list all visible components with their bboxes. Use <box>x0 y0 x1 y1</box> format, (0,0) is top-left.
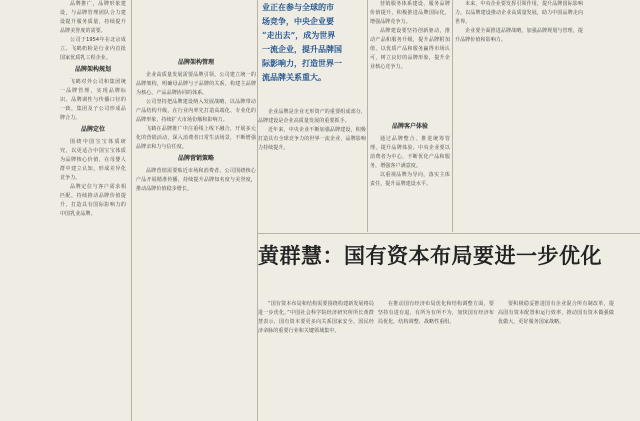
pull-quote-line: “走出去”，成为世界 <box>262 30 336 40</box>
paragraph: 近年来，中央企业不断加强品牌建设，积极打造具有全球竞争力的世界一流企业，品牌影响力持续提升。 <box>258 127 366 151</box>
paragraph: 飞鹤对外公司和集团统一品牌管理，实现品牌标识、品牌调性与传播口径的一致，集团及子公司形成品牌合力。 <box>60 79 126 121</box>
middle-article-col-lower <box>370 120 450 230</box>
bottom-article-col1 <box>258 300 374 421</box>
subheading: 品牌定位 <box>80 126 105 133</box>
paragraph: 企业品牌是企业无形资产的重要组成部分，品牌建设是企业高质量发展的重要抓手。 <box>258 109 366 124</box>
paragraph: 飞鹤在品牌推广中注重线上线下融合，开展多元化的营销活动，深入消费者日常生活场景，不断增强品牌亲和力与信任度。 <box>136 126 256 150</box>
bottom-article-col3 <box>498 300 614 421</box>
subheading: 品牌营销策略 <box>177 155 214 162</box>
subheading: 品牌架构规划 <box>74 66 111 73</box>
pull-quote-line: 一流企业，提升品牌国 <box>262 44 342 54</box>
pull-quote-line: 场竞争，中央企业要 <box>262 16 334 26</box>
paragraph: 品牌推广，品牌形象建设，与品牌管理团队合力建设提升服务质量，持续提升品牌美誉度的需要。 <box>60 1 126 34</box>
paragraph: 企业要全面推进品牌战略，加强品牌规划与管理，提升品牌价值和影响力。 <box>455 28 583 43</box>
paragraph: 要积极稳妥推进国有企业混合所有制改革，提高国有资本配置和运行效率，推动国有资本做强做优做大，更好服务国家战略。 <box>498 301 614 325</box>
column-divider <box>131 0 132 421</box>
left-article-col2 <box>136 0 256 421</box>
right-article-col1 <box>370 0 450 118</box>
headline: 黄群慧：国有资本布局要进一步优化 <box>258 243 602 268</box>
paragraph: 企业高质量发展需要品牌引领。公司建立统一的品牌架构，明确母品牌与子品牌的关系，构建主品牌为核心、产品品牌协同的体系。 <box>136 72 256 96</box>
subheading: 品牌客户体验 <box>391 123 428 130</box>
pull-quote-line: 际影响力，打造世界一 <box>262 58 342 68</box>
bottom-article-col2 <box>378 300 494 421</box>
pull-quote <box>262 0 366 82</box>
paragraph: 公司于1954年在北京成立。飞鹤奶粉是行业内首批国家优质乳工程企业。 <box>60 37 126 61</box>
pull-quote-line: 流品牌关系重大。 <box>262 72 326 82</box>
right-article-col2 <box>455 0 583 232</box>
left-article-col1 <box>60 0 126 421</box>
middle-article-col <box>258 108 366 230</box>
pull-quote-line: 业正在参与全球的市 <box>262 2 334 12</box>
paragraph: 未来，中央企业要发挥引领作用，提升品牌国际影响力，以品牌建设推动企业高质量发展，助力中国品牌走向世界。 <box>455 1 583 25</box>
paragraph: 公司坚持把品牌建设纳入发展战略，以品牌带动产品结构升级，在行业内率先打造高端化、专业化的品牌形象，持续扩大市场份额和影响力。 <box>136 99 256 123</box>
paragraph: 通过品牌整合，推进统筹管理，提升品牌体验。中央企业要以消费者为中心，不断优化产品和服务，增强客户满意度。 <box>370 136 450 169</box>
column-divider <box>452 0 453 232</box>
subheading: 品牌架构管理 <box>177 59 214 66</box>
paragraph: 围绕中国宝宝体质研究，以更适合中国宝宝体质为品牌核心价值，在母婴人群中建立认知，形成差异化竞争力。 <box>60 139 126 181</box>
paragraph: 品牌营销需要贴近市场和消费者。公司围绕核心产品开展精准传播，持续提升品牌知名度与美誉度，推动品牌价值稳步增长。 <box>136 168 256 192</box>
paragraph: 品牌建设要坚持创新驱动，推动产品和服务升级，提升品牌附加值，以优质产品和服务赢得市场认可，树立良好的品牌形象，提升企业核心竞争力。 <box>370 28 450 70</box>
section-divider <box>258 233 640 234</box>
paragraph: 在推动国有经济布局优化和结构调整方面，要坚持有进有退、有所为有所不为，加快国有经济布局优化、结构调整、战略性重组。 <box>378 301 494 325</box>
paragraph: 营销服务体系建设，服务品牌价值提升，积极推进品牌国际化，增强品牌竞争力。 <box>370 1 450 25</box>
paragraph: “国有资本布局和结构需要围绕构建新发展格局进一步优化。”中国社会科学院经济研究所所长黄群慧表示，国有资本要更多向关系国家安全、国民经济命脉的重要行业和关键领域集中。 <box>258 301 374 334</box>
paragraph: 品牌定位与客户需求相匹配，持续推动品牌价值提升，打造具有国际影响力的中国乳业品牌。 <box>60 184 126 217</box>
column-divider <box>367 0 368 232</box>
paragraph: 以重视品牌为导向，落实主体责任，提升品牌建设水平。 <box>370 172 450 187</box>
